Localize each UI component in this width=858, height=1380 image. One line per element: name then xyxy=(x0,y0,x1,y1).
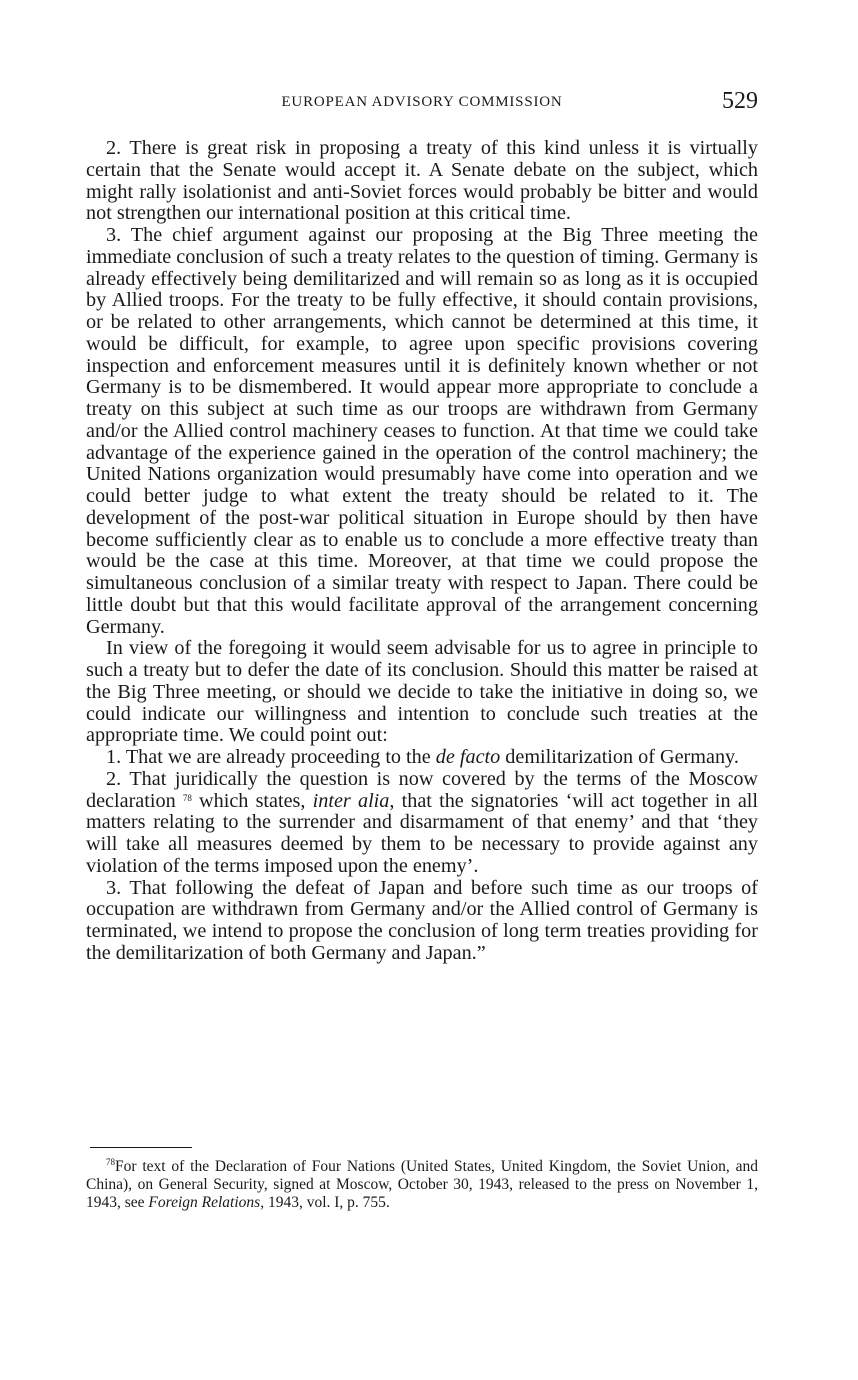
footnote xyxy=(86,1158,758,1212)
list-item-1-text-end: demilitarization of Germany. xyxy=(500,746,739,768)
page-number: 529 xyxy=(722,88,758,114)
footnote-divider xyxy=(90,1147,192,1148)
inter-alia-italic: inter alia xyxy=(312,789,390,812)
footnote-marker: 78 xyxy=(106,1157,115,1167)
paragraph-point-2: 2. There is great risk in proposing a treaty of this kind unless it is virtually certain that the Senate would accept it. A Senate debate on the subject, which might rally isolationist and anti-Soviet forces would probably be bitter and would not strengthen our international position at this critical time. xyxy=(86,137,758,225)
footnote-text-end: , 1943, vol. I, p. 755. xyxy=(260,1194,390,1211)
running-head: EUROPEAN ADVISORY COMMISSION xyxy=(281,94,563,110)
de-facto-italic: de facto xyxy=(435,746,501,768)
footnote-italic-title: Foreign Relations xyxy=(148,1194,261,1211)
list-item-1-text: 1. That we are already proceeding to the xyxy=(106,746,436,768)
page-header xyxy=(86,88,758,122)
list-item-2-text: 2. That juridically the question is now covered by the terms of the Moscow declaration xyxy=(86,767,758,812)
list-item-3: 3. That following the defeat of Japan and before such time as our troops of occupation are withdrawn from Germany and/or the Allied control of Germany is terminated, we intend to propose the conclusion of long term treaties providing for the demilitarization of both Germany and Japan.” xyxy=(86,876,758,964)
footnote-text: For text of the Declaration of Four Nations (United States, United Kingdom, the Soviet Union, and China), on General Security, signed at Moscow, October 30, 1943, released to the press on November 1, 1943, see xyxy=(86,1158,758,1211)
paragraph-point-3: 3. The chief argument against our proposing at the Big Three meeting the immediate conclusion of such a treaty relates to the question of timing. Germany is already effectively being demilitarized and will remain so as long as it is occupied by Allied troops. For the treaty to be fully effective, it should contain provisions, or be related to other arrangements, which cannot be determined at this time, it would be difficult, for example, to agree upon specific provisions covering inspection and enforcement measures until it is definitely known whether or not Germany is to be dismembered. It would appear more appropriate to conclude a treaty on this subject at such time as our troops are withdrawn from Germany and/or the Allied control machinery ceases to function. At that time we could take advantage of the experience gained in the operation of the control machinery; the United Nations organization would presumably have come into operation and we could better judge to what extent the treaty should be related to it. The development of the post-war political situation in Europe should by then have become sufficiently clear as to enable us to conclude a more effective treaty than would be the case at this time. Moreover, at that time we could propose the simultaneous conclusion of a similar treaty with respect to Japan. There could be little doubt but that this would facilitate approval of the arrangement concerning Germany. xyxy=(86,224,758,638)
list-item-2-text-mid: which states, xyxy=(191,789,313,812)
paragraph-in-view: In view of the foregoing it would seem advisable for us to agree in principle to such a treaty but to defer the date of its conclusion. Should this matter be raised at the Big Three meeting, or should we decide to take the initiative in doing so, we could indicate our willingness and intention to conclude such treaties at the appropriate time. We could point out: xyxy=(86,637,758,747)
body-text xyxy=(86,138,758,965)
list-item-2 xyxy=(86,769,758,878)
list-item-2-text-end: , that the signatories ‘will act together in all matters relating to the surrender and disarmament of that enemy’ and that ‘they will take all measures deemed by them to be necessary to provide against any violation of the terms imposed upon the enemy’. xyxy=(86,789,759,877)
footnote-reference: 78 xyxy=(182,792,192,803)
list-item-1 xyxy=(86,747,758,769)
